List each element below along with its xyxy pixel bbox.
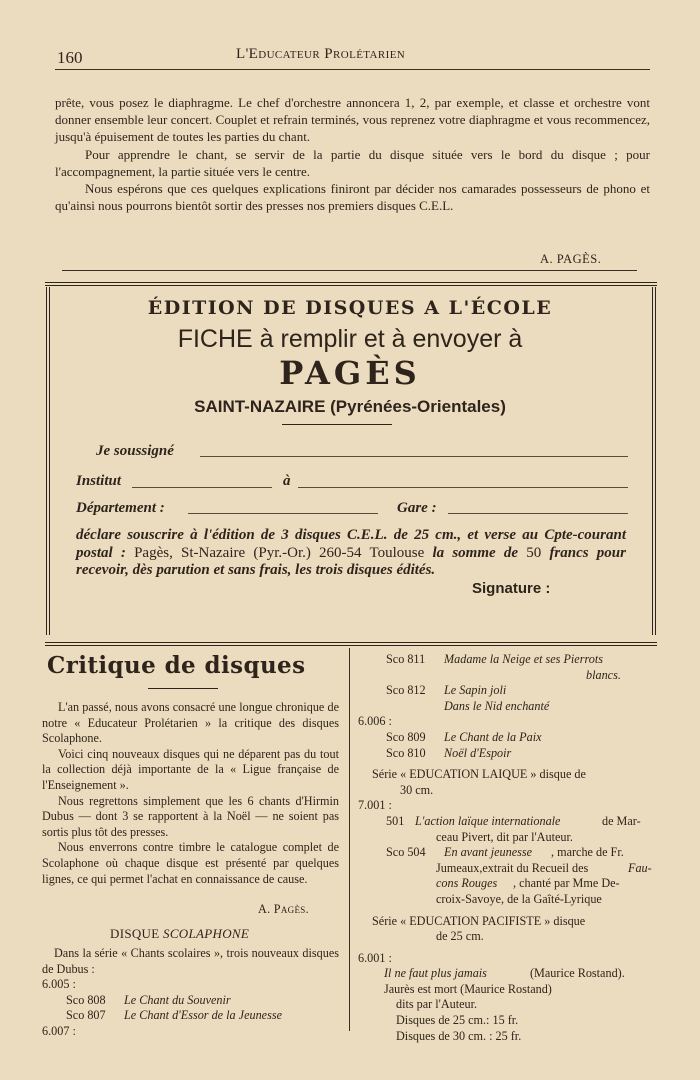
record-title-tail: , marche de Fr. bbox=[551, 845, 624, 860]
form-subheading: FICHE à remplir et à envoyer à bbox=[177, 325, 523, 353]
intro-rule bbox=[62, 270, 637, 271]
critique-text bbox=[42, 700, 339, 887]
critique-paragraph-1: L'an passé, nous avons consacré une longue chronique de notre « Educateur Prolétarien » la critique des disques Scolaphone. bbox=[42, 700, 339, 746]
price-line-25 bbox=[358, 1013, 658, 1029]
list-item bbox=[358, 746, 658, 762]
postal-account: Pagès, St-Nazaire (Pyr.-Or.) 260-54 Toulouse bbox=[134, 544, 425, 561]
list-item bbox=[358, 845, 658, 861]
record-title: Le Chant d'Essor de la Jeunesse bbox=[124, 1008, 282, 1023]
departement-field[interactable] bbox=[188, 513, 378, 514]
list-item bbox=[358, 966, 658, 982]
record-title: Noël d'Espoir bbox=[444, 745, 512, 760]
list-item bbox=[358, 730, 658, 746]
record-title-tail: de Mar- bbox=[602, 813, 641, 828]
intro-paragraph-3: Nous espérons que ces quelques explications finiront par décider nos camarades possesseurs de phono et qu'ainsi nous pourrons bientôt sortir des presses nos premiers disques C.E.L. bbox=[55, 181, 650, 214]
declaration-part-e: francs pour recevoir, dès parution et sans frais, les trois disques édités. bbox=[76, 544, 626, 578]
catalog-number-6007: 6.007 : bbox=[42, 1023, 76, 1038]
list-item bbox=[358, 982, 658, 998]
form-signature-label: Signature : bbox=[472, 580, 551, 597]
intro-paragraph-1: prête, vous posez le diaphragme. Le chef d'orchestre annoncera 1, 2, par exemple, et classe et orchestre vont donner ensemble leur concert. Couplet et refrain terminés, vous reprenez votre diaphragme et vous recommencez, jusqu'à épuisement de toutes les parties du chant. bbox=[55, 95, 650, 145]
intro-signature: A. PAGÈS. bbox=[540, 252, 602, 266]
serie-laique-line-1: Série « EDUCATION LAIQUE » disque de bbox=[372, 767, 586, 782]
list-item bbox=[358, 652, 658, 668]
catalog-number-6001: 6.001 : bbox=[358, 950, 392, 965]
list-item-continuation bbox=[358, 699, 658, 715]
serie-intro: Dans la série « Chants scolaires », trois nouveaux disques de Dubus : bbox=[42, 946, 339, 976]
declaration-part-a: déclare souscrire à l'édition de 3 disques C.E.L. de 25 cm., et verse au Cpte-courant postal : bbox=[76, 527, 626, 561]
institut-field[interactable] bbox=[132, 487, 272, 488]
record-title: Il ne faut plus jamais bbox=[384, 966, 487, 981]
serie-laique bbox=[358, 767, 658, 783]
record-credit: dits par l'Auteur. bbox=[396, 997, 478, 1012]
list-item bbox=[358, 683, 658, 699]
record-title-continued: blancs. bbox=[586, 667, 621, 682]
record-number: Sco 808 bbox=[66, 992, 106, 1007]
price-25cm: Disques de 25 cm.: 15 fr. bbox=[396, 1013, 519, 1028]
intro-text bbox=[55, 94, 650, 214]
list-item-continuation bbox=[358, 997, 658, 1013]
record-title: L'action laïque internationale bbox=[415, 813, 561, 828]
form-recipient-address: SAINT-NAZAIRE (Pyrénées-Orientales) bbox=[194, 397, 506, 416]
serie-pacifiste-line-1: Série « EDUCATION PACIFISTE » disque bbox=[372, 913, 586, 928]
record-title: Madame la Neige et ses Pierrots bbox=[444, 652, 603, 666]
form-recipient-name: PAGÈS bbox=[279, 354, 421, 392]
serie-laique-cont bbox=[358, 783, 658, 799]
price-line-30 bbox=[358, 1029, 658, 1045]
record-title: En avant jeunesse bbox=[444, 845, 532, 860]
list-item-continuation bbox=[358, 861, 658, 877]
section-title: Critique de disques bbox=[47, 652, 306, 679]
record-number: 501 bbox=[386, 813, 405, 828]
record-credit-2: Fau- bbox=[628, 860, 652, 875]
intro-paragraph-2: Pour apprendre le chant, se servir de la partie du disque située vers le bord du disque ; pour l'accompagnement, la partie située vers le centre. bbox=[55, 146, 650, 179]
record-number: Sco 810 bbox=[386, 745, 426, 760]
column-divider bbox=[349, 648, 350, 1031]
serie-pacifiste-line-2: de 25 cm. bbox=[436, 929, 484, 944]
record-number: Sco 809 bbox=[386, 729, 426, 744]
catalog-number-6006: 6.006 : bbox=[358, 714, 392, 729]
list-item bbox=[358, 814, 658, 830]
record-title: Le Chant de la Paix bbox=[444, 729, 542, 744]
record-title: Le Chant du Souvenir bbox=[124, 992, 231, 1007]
form-title-rule bbox=[282, 424, 392, 425]
record-number: Sco 812 bbox=[386, 683, 426, 698]
page-number: 160 bbox=[57, 48, 83, 67]
disque-heading-a: DISQUE bbox=[110, 926, 160, 941]
catalog-number-7001: 7.001 : bbox=[358, 798, 392, 813]
record-number: Sco 807 bbox=[66, 1008, 106, 1023]
record-title: Le Sapin joli bbox=[444, 683, 507, 698]
record-number: Sco 504 bbox=[386, 845, 426, 860]
serie-pacifiste-cont bbox=[358, 929, 658, 945]
critique-paragraph-2: Voici cinq nouveaux disques qui ne déparent pas du tout la collection déjà importante de la « Ligue française de l'Enseignement ». bbox=[42, 746, 339, 792]
form-declaration bbox=[76, 527, 626, 580]
disque-heading-b: SCOLAPHONE bbox=[163, 926, 250, 941]
record-credit-4: , chanté par Mme De- bbox=[513, 876, 620, 891]
soussigne-field[interactable] bbox=[200, 456, 628, 457]
a-label: à bbox=[283, 473, 291, 489]
departement-label: Département : bbox=[76, 500, 165, 516]
record-credit-1: Jumeaux,extrait du Recueil des bbox=[436, 860, 589, 875]
record-number: Sco 811 bbox=[386, 652, 426, 666]
journal-title: L'Educateur Prolétarien bbox=[236, 46, 406, 62]
gare-label: Gare : bbox=[397, 500, 437, 516]
record-credit-5: croix-Savoye, de la Gaîté-Lyrique bbox=[436, 891, 602, 906]
record-title: Jaurès est mort (Maurice Rostand) bbox=[384, 981, 552, 996]
disque-heading bbox=[110, 926, 249, 942]
header-rule bbox=[55, 69, 650, 70]
soussigne-label: Je soussigné bbox=[96, 443, 174, 459]
serie-pacifiste bbox=[358, 914, 658, 930]
list-item bbox=[42, 993, 339, 1009]
serie-laique-line-2: 30 cm. bbox=[400, 782, 434, 797]
price-30cm: Disques de 30 cm. : 25 fr. bbox=[396, 1028, 522, 1043]
list-item bbox=[42, 1008, 339, 1024]
disque-listing-right bbox=[358, 652, 658, 1044]
list-item-continuation bbox=[358, 668, 658, 684]
record-author: (Maurice Rostand). bbox=[530, 966, 625, 981]
declaration-part-c: la somme de bbox=[432, 544, 519, 561]
gare-field[interactable] bbox=[448, 513, 628, 514]
record-credit: ceau Pivert, dit par l'Auteur. bbox=[436, 829, 573, 844]
disque-listing-left bbox=[42, 946, 339, 1040]
critique-paragraph-3: Nous regrettons simplement que les 6 chants d'Hirmin Dubus — dont 3 se rapportent à la Noël — ne soient pas sortis plus tôt des presses. bbox=[42, 793, 339, 839]
record-credit-3: cons Rouges bbox=[436, 876, 498, 891]
record-title-continued: Dans le Nid enchanté bbox=[444, 698, 550, 713]
critique-signature: A. Pagès. bbox=[258, 902, 309, 916]
a-field[interactable] bbox=[298, 487, 628, 488]
list-item-continuation bbox=[358, 892, 658, 908]
amount: 50 bbox=[526, 544, 542, 561]
list-item-continuation bbox=[358, 830, 658, 846]
critique-paragraph-4: Nous enverrons contre timbre le catalogue complet de Scolaphone où chaque disque est présenté par quelques lignes, ce qui permet l'achat en connaissance de cause. bbox=[42, 840, 339, 886]
section-title-rule bbox=[148, 688, 218, 689]
institut-label: Institut bbox=[76, 473, 122, 489]
form-heading: ÉDITION DE DISQUES A L'ÉCOLE bbox=[147, 297, 553, 319]
catalog-number-6005: 6.005 : bbox=[42, 977, 76, 992]
list-item-continuation bbox=[358, 876, 658, 892]
